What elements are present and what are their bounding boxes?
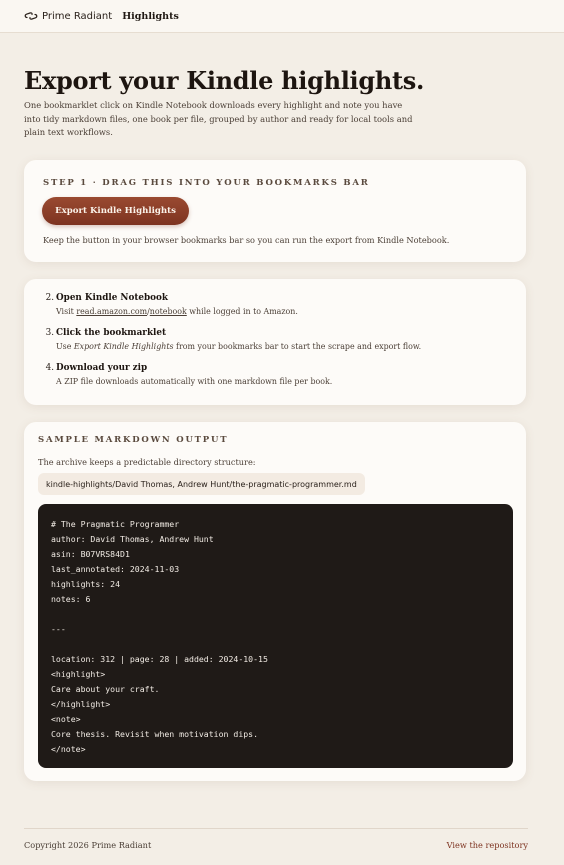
bookmarklet-name: Export Kindle Highlights (73, 342, 174, 351)
steps-card (24, 279, 526, 405)
code-line: # The Pragmatic Programmer (51, 519, 180, 529)
code-line: Core thesis. Revisit when motivation dips. (51, 729, 259, 739)
code-line: </note> (51, 744, 86, 754)
code-line: location: 312 | page: 28 | added: 2024-10-15 (51, 654, 268, 664)
page-subtitle: One bookmarklet click on Kindle Notebook downloads every highlight and note you have into tidy markdown files, one book per file, grouped by author and ready for local tools and plain text workflows. (24, 100, 413, 137)
step-number: 3. (45, 328, 54, 338)
step-desc-text: while logged in to Amazon. (186, 307, 298, 316)
footer-divider (24, 828, 528, 829)
code-line: highlights: 24 (51, 579, 121, 589)
file-path-chip: kindle-highlights/David Thomas, Andrew Hunt/the-pragmatic-programmer.md (38, 473, 365, 495)
kindle-notebook-link-host[interactable]: read.amazon.com (76, 307, 148, 316)
code-line: asin: B07VRS84D1 (51, 549, 130, 559)
view-repository-link[interactable]: View the repository (446, 840, 528, 850)
step-desc-text: from your bookmarks bar to start the scrape and export flow. (173, 342, 422, 351)
copyright: Copyright 2026 Prime Radiant (24, 840, 152, 850)
step-number: 2. (45, 293, 54, 303)
top-bar (0, 0, 564, 33)
sample-output-heading: SAMPLE MARKDOWN OUTPUT (38, 435, 229, 445)
brand[interactable] (24, 11, 112, 22)
code-line (51, 607, 500, 622)
bookmarklet-card (24, 160, 526, 262)
code-line: Care about your craft. (51, 684, 160, 694)
step-description: A ZIP file downloads automatically with one markdown file per book. (56, 377, 333, 386)
kindle-notebook-link-path[interactable]: notebook (149, 307, 187, 316)
step-title: Download your zip (56, 363, 148, 373)
link-separator: / (147, 307, 150, 316)
code-line: <note> (51, 714, 81, 724)
sample-output-note: The archive keeps a predictable directory structure: (38, 457, 256, 467)
brand-name: Prime Radiant (42, 10, 113, 22)
nav-link-highlights[interactable]: Highlights (122, 10, 179, 22)
export-kindle-highlights-button[interactable]: Export Kindle Highlights (42, 197, 189, 225)
step-title: Click the bookmarklet (56, 328, 167, 338)
bookmarklet-note: Keep the button in your browser bookmarks bar so you can run the export from Kindle Notebook. (43, 235, 450, 245)
page-title: Export your Kindle highlights. (24, 66, 425, 95)
step-number: 4. (45, 363, 54, 373)
code-line: last_annotated: 2024-11-03 (51, 564, 180, 574)
code-line: </highlight> (51, 699, 111, 709)
code-line: <highlight> (51, 669, 106, 679)
link-logo-icon (24, 11, 38, 21)
markdown-code-block (38, 504, 513, 768)
code-line (51, 637, 500, 652)
step-description (56, 342, 421, 351)
step-title: Open Kindle Notebook (56, 293, 168, 303)
code-line: author: David Thomas, Andrew Hunt (51, 534, 214, 544)
code-line: notes: 6 (51, 594, 91, 604)
step-description (56, 307, 298, 316)
sample-output-card (24, 422, 526, 781)
step-desc-text: Visit (56, 307, 77, 316)
code-line: --- (51, 624, 66, 634)
step-1-heading: STEP 1 · DRAG THIS INTO YOUR BOOKMARKS BAR (43, 178, 370, 188)
step-desc-text: Use (56, 342, 74, 351)
